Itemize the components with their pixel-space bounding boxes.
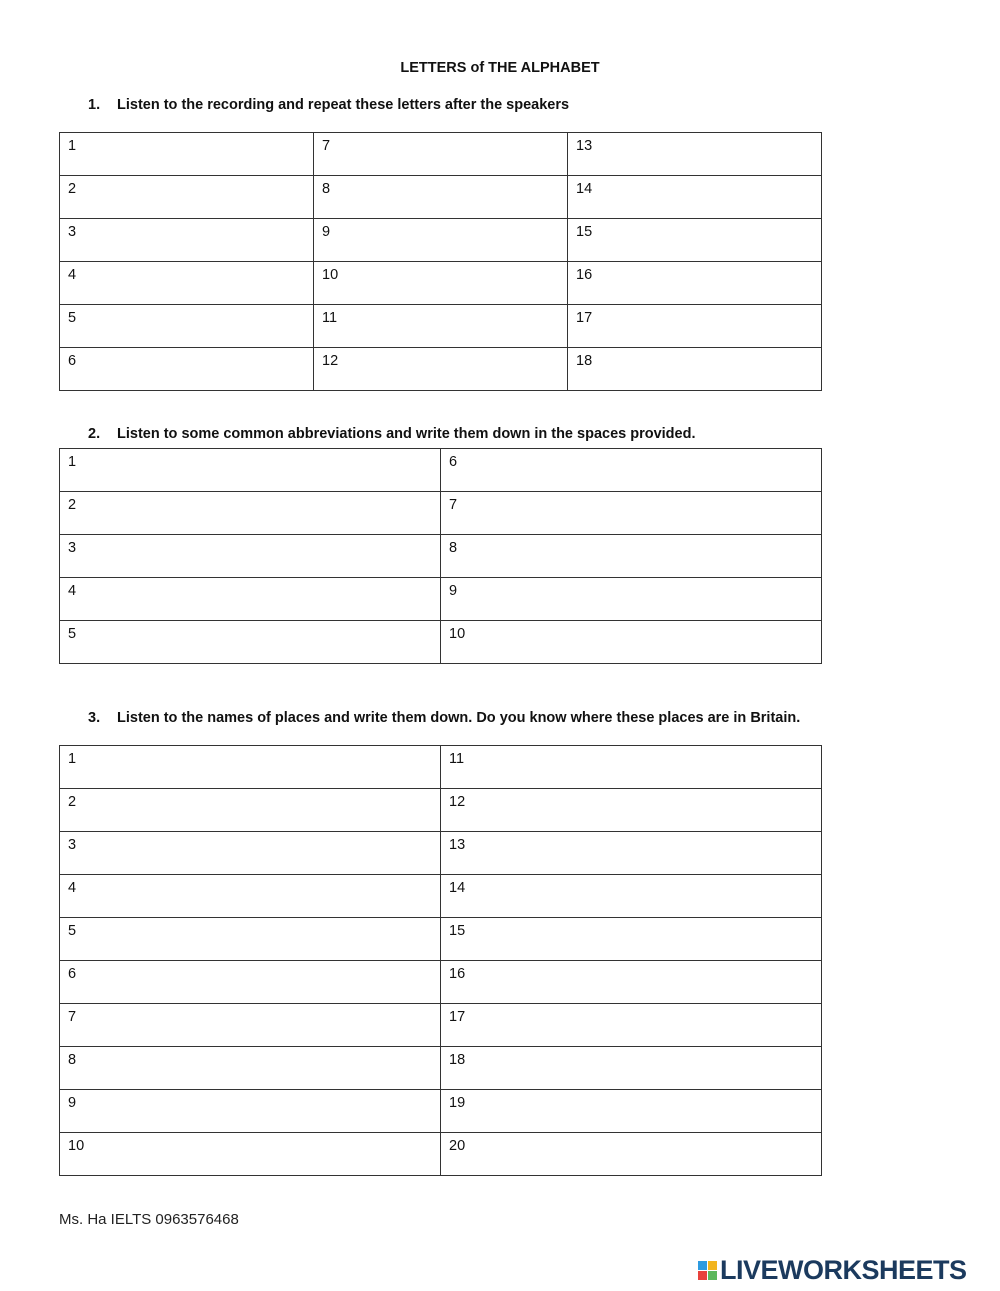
answer-cell[interactable]: 13 (441, 832, 822, 875)
table-row (60, 918, 822, 961)
answer-cell[interactable]: 10 (441, 621, 822, 664)
table-row (60, 832, 822, 875)
answer-cell[interactable]: 4 (60, 262, 314, 305)
question-1-number: 1. (88, 97, 101, 113)
answer-cell[interactable]: 5 (60, 305, 314, 348)
answer-cell[interactable]: 1 (60, 449, 441, 492)
question-2-instruction (88, 426, 696, 442)
answer-cell[interactable]: 14 (568, 176, 822, 219)
answer-cell[interactable]: 18 (441, 1047, 822, 1090)
answer-cell[interactable]: 16 (441, 961, 822, 1004)
answer-cell[interactable]: 1 (60, 746, 441, 789)
answer-cell[interactable]: 4 (60, 578, 441, 621)
answer-cell[interactable]: 14 (441, 875, 822, 918)
logo-wordmark: LIVEWORKSHEETS (720, 1254, 967, 1285)
answer-cell[interactable]: 7 (441, 492, 822, 535)
table-row (60, 219, 822, 262)
answer-cell[interactable]: 12 (314, 348, 568, 391)
answer-cell[interactable]: 15 (568, 219, 822, 262)
footer-contact: Ms. Ha IELTS 0963576468 (59, 1211, 239, 1228)
answer-cell[interactable]: 12 (441, 789, 822, 832)
question-2-number: 2. (88, 426, 101, 442)
worksheet-title: LETTERS of THE ALPHABET (400, 60, 600, 76)
logo-square (708, 1271, 717, 1280)
answer-cell[interactable]: 2 (60, 176, 314, 219)
answer-cell[interactable]: 6 (441, 449, 822, 492)
question-1-instruction (88, 97, 569, 113)
table-row (60, 621, 822, 664)
table-row (60, 578, 822, 621)
answer-cell[interactable]: 20 (441, 1133, 822, 1176)
answer-cell[interactable]: 11 (314, 305, 568, 348)
answer-cell[interactable]: 7 (60, 1004, 441, 1047)
answer-cell[interactable]: 17 (441, 1004, 822, 1047)
liveworksheets-logo[interactable] (698, 1256, 967, 1284)
table-row (60, 262, 822, 305)
answer-cell[interactable]: 15 (441, 918, 822, 961)
table-row (60, 746, 822, 789)
answer-cell[interactable]: 2 (60, 492, 441, 535)
table-row (60, 1004, 822, 1047)
answer-cell[interactable]: 2 (60, 789, 441, 832)
table-row (60, 176, 822, 219)
answer-cell[interactable]: 8 (314, 176, 568, 219)
liveworksheets-logo-icon (698, 1261, 717, 1280)
section-1-table (59, 132, 822, 391)
answer-cell[interactable]: 13 (568, 133, 822, 176)
answer-cell[interactable]: 4 (60, 875, 441, 918)
answer-cell[interactable]: 5 (60, 918, 441, 961)
table-row (60, 1047, 822, 1090)
table-row (60, 789, 822, 832)
answer-cell[interactable]: 10 (60, 1133, 441, 1176)
table-row (60, 348, 822, 391)
answer-cell[interactable]: 9 (441, 578, 822, 621)
table-row (60, 961, 822, 1004)
answer-cell[interactable]: 9 (314, 219, 568, 262)
table-row (60, 1133, 822, 1176)
answer-cell[interactable]: 18 (568, 348, 822, 391)
section-3-table (59, 745, 822, 1176)
table-row (60, 133, 822, 176)
question-3-instruction (88, 710, 800, 726)
table-row (60, 492, 822, 535)
table-row (60, 1090, 822, 1133)
answer-cell[interactable]: 6 (60, 348, 314, 391)
table-row (60, 875, 822, 918)
question-3-number: 3. (88, 710, 101, 726)
answer-cell[interactable]: 3 (60, 219, 314, 262)
answer-cell[interactable]: 17 (568, 305, 822, 348)
answer-cell[interactable]: 8 (60, 1047, 441, 1090)
answer-cell[interactable]: 16 (568, 262, 822, 305)
question-3-text: Listen to the names of places and write them down. Do you know where these places are in Britain. (117, 710, 801, 726)
answer-cell[interactable]: 10 (314, 262, 568, 305)
question-1-text: Listen to the recording and repeat these letters after the speakers (117, 97, 570, 113)
answer-cell[interactable]: 6 (60, 961, 441, 1004)
answer-cell[interactable]: 19 (441, 1090, 822, 1133)
answer-cell[interactable]: 3 (60, 535, 441, 578)
table-row (60, 535, 822, 578)
answer-cell[interactable]: 9 (60, 1090, 441, 1133)
logo-square (708, 1261, 717, 1270)
logo-square (698, 1261, 707, 1270)
section-2-table (59, 448, 822, 664)
answer-cell[interactable]: 8 (441, 535, 822, 578)
answer-cell[interactable]: 3 (60, 832, 441, 875)
answer-cell[interactable]: 5 (60, 621, 441, 664)
question-2-text: Listen to some common abbreviations and write them down in the spaces provided. (117, 426, 696, 442)
answer-cell[interactable]: 1 (60, 133, 314, 176)
answer-cell[interactable]: 7 (314, 133, 568, 176)
logo-square (698, 1271, 707, 1280)
answer-cell[interactable]: 11 (441, 746, 822, 789)
table-row (60, 449, 822, 492)
table-row (60, 305, 822, 348)
